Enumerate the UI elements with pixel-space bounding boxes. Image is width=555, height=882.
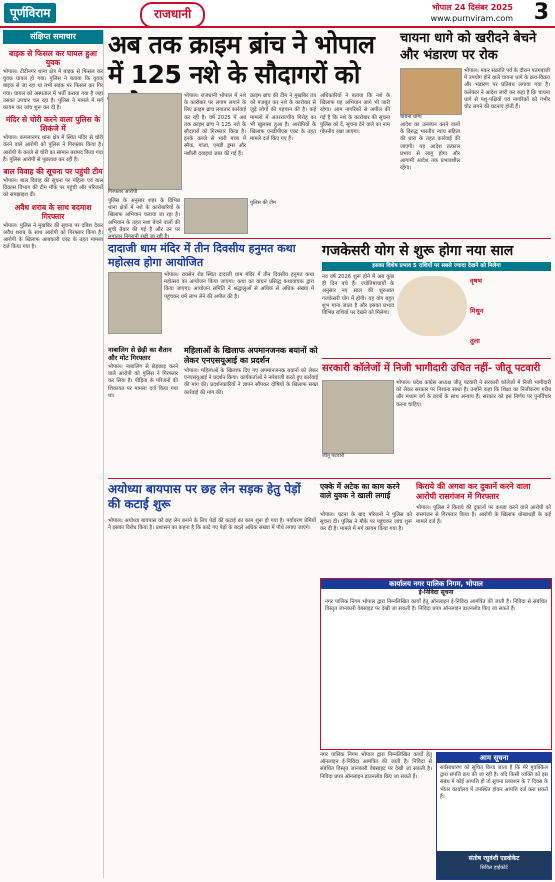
brief-body: भोपाल। पुलिस ने मुखबिर की सूचना पर दबिश देकर अवैध शराब के साथ आरोपी को गिरफ्तार किया है। आरोपी के खिलाफ आबकारी एक्ट के तहत मामला दर्ज किया गया है।	[3, 222, 103, 251]
mini-body: भोपाल। नाबालिग से छेड़छाड़ करने वाले आरोपी को पुलिस ने गिरफ्तार कर लिया है। पीड़िता के परिजनों की शिकायत पर मामला दर्ज किया गया था।	[108, 364, 178, 399]
lead-photo-caption: गिरफ्तार आरोपी	[108, 189, 138, 195]
divider	[108, 238, 551, 239]
zodiac-wheel-icon	[397, 276, 467, 336]
gajkesari-banner: इसका विशेष प्रभाव 5 राशियों पर सबसे ज्यादा देखने को मिलेगा	[322, 262, 551, 271]
lead-body-col-2: पुलिस के अनुसार शहर के विभिन्न थाना क्षेत्रों में नशे के कारोबारियों के खिलाफ अभियान चलाया जा रहा है। अभियान के तहत नशा बेचने वालों की सूची तैयार की गई है और उन पर	[108, 198, 180, 233]
brief-body: भोपाल। कमलानगर थाना क्षेत्र में स्थित मंदिर से चोरी करने वाले आरोपी को पुलिस ने गिरफ्तार किया है। आरोपी के कब्जे से चोरी का सामान बरामद किया गया है। पुलिस आरोपी से पूछताछ कर रही है।	[3, 135, 103, 163]
brief-body: भोपाल। बाल विवाह की सूचना पर महिला एवं बाल विकास विभाग की टीम मौके पर पहुंची और परिजनों को समझाइश दी।	[3, 178, 103, 199]
notice-body: सर्वसाधारण को सूचित किया जाता है कि मेरे मुवक्किल द्वारा संपत्ति क्रय की जा रही है। यदि किसी व्यक्ति को इस संबंध में कोई आपत्ति हो तो सूचना प्रकाशन के 7 दिवस के भीतर कार्यालय में उपस्थित होकर आपत्ति दर्ज करा सकते हैं।	[440, 765, 548, 800]
gajkesari-body: नव वर्ष 2026 शुरू होने में अब कुछ ही दिन बचे हैं। ज्योतिषाचार्यों के अनुसार नए साल की शुरुआत गजकेसरी योग में होगी। यह योग बहुत शुभ माना जाता है और इसका प्रभाव विभिन्न राशियों पर देखने को मिलेगा।	[322, 274, 394, 317]
lead-photo-1	[108, 93, 182, 190]
college-body: भोपाल। प्रदेश कांग्रेस अध्यक्ष जीतू पटवारी ने सरकारी कॉलेजों में निजी भागीदारी को लेकर सरकार पर निशाना साधा है। उन्होंने कहा कि शिक्षा का निजीकरण गरीब और मध्यम वर्ग के छात्रों के साथ अन्याय है। सरकार को इस निर्णय पर पुनर्विचार करना चाहिए।	[396, 380, 551, 408]
tender-body: नगर पालिक निगम भोपाल द्वारा निम्नलिखित कार्यों हेतु ऑनलाइन ई-निविदा आमंत्रित की जाती है। निविदा से संबंधित विस्तृत जानकारी वेबसाइट पर देखी जा सकती है। निविदा प्रपत्र ऑनलाइन डाउनलोड किए जा सकते हैं।	[325, 599, 547, 613]
patwari-caption: जीतू पटवारी	[322, 453, 345, 459]
patwari-photo	[322, 380, 394, 454]
advocate-sub: सिविल हाईकोर्ट	[480, 865, 508, 871]
advocate-name: संतोष रघुवंशी एडवोकेट	[468, 855, 520, 862]
ayodhya-body: भोपाल। अयोध्या बायपास को छह लेन बनाने के लिए पेड़ों की कटाई का काम शुरू हो गया है। पर्यावरण प्रेमियों ने इसका विरोध किया है। प्रशासन का कहना है कि काटे गए पेड़ों के बदले अधिक संख्या में पौधे लगाए जाएंगे।	[108, 518, 316, 532]
gajkesari-headline: गजकेसरी योग से शुरू होगा नया साल	[322, 243, 514, 259]
lead-headline: अब तक क्राइम ब्रांच ने भोपाल में 125 नशे के सौदागरों को	[108, 30, 375, 89]
lead-body-col-4: अधिकारियों ने बताया कि नशे के खिलाफ यह अभियान आगे भी जारी रहेगा। आम नागरिकों से अपील की गई है कि नशे के कारोबार की सूचना पुलिस को दें, सूचना देने वाले का नाम गोपनीय रखा जाएगा।	[320, 93, 390, 136]
date-line: भोपाल 24 दिसंबर 2025	[431, 3, 513, 12]
thread-body-1: भोपाल। मकर संक्रांति पर्व के दौरान पतंगबाजी में उपयोग होने वाले चायना धागे के क्रय-विक्रय और भंडारण पर प्रतिबंध लगाया गया है। कलेक्टर ने आदेश जारी कर कहा है कि चायना धागे से पशु-पक्षियों एवं नागरिकों को गंभीर चोट लगने की घटनाएं होती हैं।	[464, 68, 550, 111]
divider	[322, 358, 551, 359]
ekka-headline: एक्के में अटेक का काम करने वाले युवक ने खाली लगाई	[320, 482, 400, 500]
thread-photo-caption: चायना धागा	[400, 114, 422, 120]
newspaper-logo: पूर्णविराम	[4, 3, 56, 23]
temple-headline: दादाजी धाम मंदिर में तीन दिवसीय हनुमत कथा महोत्सव होगा आयोजित	[108, 242, 296, 269]
ayodhya-headline: अयोध्या बायपास पर छह लेन सड़क हेतु पेड़ों की कटाई शुरू	[108, 482, 301, 511]
zodiac-label: तुला	[470, 337, 480, 345]
mini-headline: नाबालिग से छेड़ी का शैतान और मोट गिरफ्तार	[108, 346, 172, 362]
date-block	[431, 2, 513, 24]
masthead	[0, 0, 555, 28]
thread-body-2: आदेश का उल्लंघन करने वालों के विरुद्ध भारतीय न्याय संहिता की धारा के तहत कार्रवाई की जाएगी। यह आदेश तत्काल प्रभाव से लागू होगा और आगामी आदेश तक प्रभावशील रहेगा।	[400, 122, 460, 172]
brief-headline: बाल विवाह की सूचना पर पहुंची टीम	[3, 167, 103, 177]
zodiac-label: वृषभ	[470, 277, 482, 285]
tender-continued: नगर पालिक निगम भोपाल द्वारा निम्नलिखित कार्यों हेतु ऑनलाइन ई-निविदा आमंत्रित की जाती है। निविदा से संबंधित विस्तृत जानकारी वेबसाइट पर देखी जा सकती है। निविदा प्रपत्र ऑनलाइन डाउनलोड किए जा सकते हैं।	[320, 752, 432, 780]
section-title: राजधानी	[140, 2, 205, 28]
shop-body: भोपाल। पुलिस ने किराये की दुकानों पर कब्जा करने वाले आरोपी को रासगंजन से गिरफ्तार किया है। आरोपी के खिलाफ धोखाधड़ी के कई मामले दर्ज हैं।	[416, 505, 551, 526]
shop-headline: किराये की अगवा कर दुकानें करने वाला आरोपी रासगंजन में गिरफ्तार	[416, 482, 531, 501]
lead-body-col-1: भोपाल। राजधानी भोपाल में नशे के कारोबार पर लगाम लगाने के लिए क्राइम ब्रांच लगातार कार्रवाई कर रही है। वर्ष 2025 में अब तक क्राइम ब्रांच ने 125 नशे के सौदागरों को गिरफ्तार किया है। इनके कब्जे से भारी मात्रा में स्मैक, गांजा, एमडी ड्रग्स और नशीली दवाइयां जब्त की गई हैं।	[184, 93, 246, 157]
college-headline: सरकारी कॉलेजों में निजी भागीदारी उचित नहीं- जीतू पटवारी	[322, 363, 541, 374]
tender-subtitle: ई-निविदा सूचना	[418, 589, 454, 596]
nsui-headline: महिलाओं के खिलाफ अपमानजनक बयानों को लेकर एनएसयूआई का प्रदर्शन	[184, 346, 318, 365]
temple-body: भोपाल। रायसेन रोड स्थित दादाजी धाम मंदिर में तीन दिवसीय हनुमत कथा महोत्सव का आयोजन किया जाएगा। कथा का वाचन प्रसिद्ध कथावाचक द्वारा किया जाएगा। आयोजन समिति ने श्रद्धालुओं से अधिक से अधिक संख्या में पहुंचकर धर्म लाभ लेने की अपील की है।	[164, 272, 314, 300]
brief-banner: संक्षिप्त समाचार	[3, 30, 103, 44]
tender-title: कार्यालय नगर पालिक निगम, भोपाल	[321, 579, 551, 589]
public-notice	[436, 752, 552, 880]
ekka-body: भोपाल। घटना के बाद परिजनों ने पुलिस को सूचना दी। पुलिस ने मौके पर पहुंचकर जांच शुरू कर दी है। मामले में मर्ग कायम किया गया है।	[320, 512, 412, 533]
lead-photo-2	[184, 198, 248, 234]
brief-headline: मंदिर से चोरी करने वाला पुलिस के शिकंजे में	[5, 115, 101, 134]
divider	[108, 478, 551, 479]
notice-title: आम सूचना	[437, 753, 551, 763]
zodiac-label: मिथुन	[470, 307, 484, 315]
website[interactable]: www.purnviram.com	[430, 14, 513, 23]
left-brief-column	[3, 30, 104, 878]
lead-photo2-caption: पुलिस की टीम	[250, 200, 277, 206]
page-number: 3	[533, 0, 549, 25]
temple-photo	[108, 272, 162, 334]
brief-body: भोपाल। टीटीनगर थाना क्षेत्र में बाइक से फिसल कर युवक घायल हो गया। पुलिस ने बताया कि युवक बाइक से जा रहा था तभी सड़क पर फिसल कर गिर गया। घायल को अस्पताल में भर्ती कराया गया है जहां उसका उपचार चल रहा है। पुलिस ने मामले में मर्ग कायम कर जांच शुरू कर दी है।	[3, 69, 103, 112]
lead-body-col-3: क्राइम ब्रांच की टीम ने मुखबिर तंत्र को मजबूत कर नशे के कारोबार से जुड़े लोगों की पहचान की है। कई मामलों में अंतरराज्यीय गिरोह का भी खुलासा हुआ है। आरोपियों के खिलाफ एनडीपीएस एक्ट के तहत मामले दर्ज किए गए हैं।	[250, 93, 316, 143]
nsui-body: भोपाल। महिलाओं के खिलाफ दिए गए अपमानजनक बयानों को लेकर एनएसयूआई ने प्रदर्शन किया। कार्यकर्ताओं ने नारेबाजी करते हुए कार्रवाई की मांग की। प्रदर्शनकारियों ने ज्ञापन सौंपकर दोषियों के खिलाफ सख्त कार्रवाई की मांग की।	[184, 368, 319, 396]
china-thread-headline: चायना धागे को खरीदने बेचने और भंडारण पर रोक	[400, 31, 537, 63]
brief-headline: बाइक से फिसल कर घायल हुआ युवक	[9, 49, 97, 67]
brief-headline: अवैध शराब के साथ बदमाश गिरफ्तार	[14, 202, 92, 221]
advocate-block	[437, 851, 551, 879]
tender-notice	[320, 578, 552, 750]
thread-photo	[400, 68, 462, 115]
